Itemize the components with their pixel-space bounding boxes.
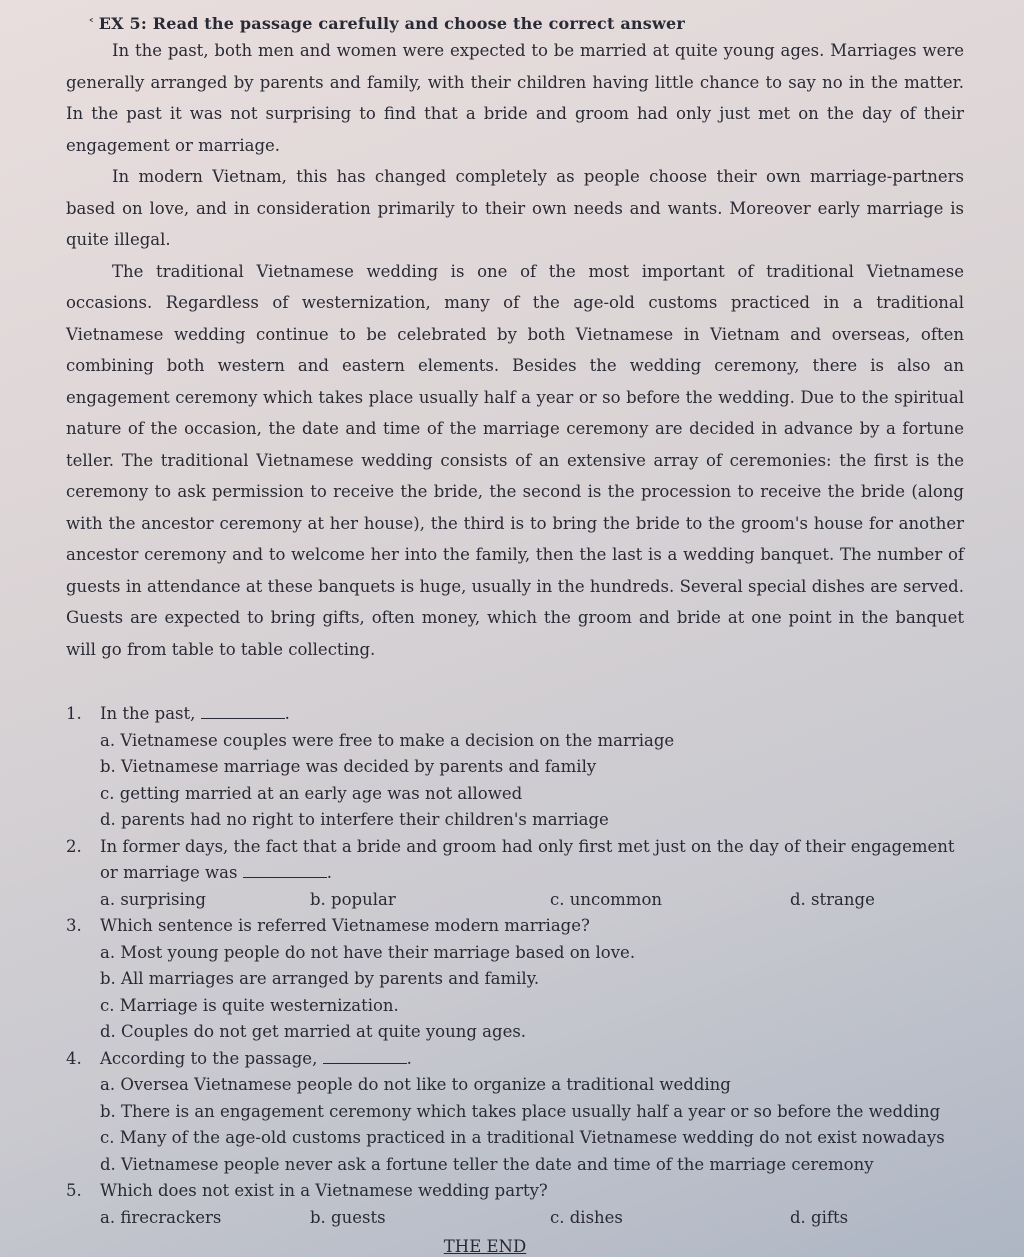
option-d: d. parents had no right to interfere their children's marriage (100, 810, 609, 829)
option-b: b. All marriages are arranged by parents and family. (100, 969, 540, 988)
option-b: b. guests (310, 1207, 386, 1227)
option-b: b. There is an engagement ceremony which takes place usually half a year or so before the wedding (100, 1101, 941, 1121)
question-stem: In former days, the fact that a bride and groom had only first met just on the day of their engagement or marriage was (100, 836, 955, 882)
option-a: a. firecrackers (100, 1207, 222, 1227)
reading-passage (66, 35, 964, 665)
option-c: c. uncommon (550, 889, 663, 909)
option-c: c. Marriage is quite westernization. (100, 995, 399, 1015)
question-number: 2. (66, 836, 82, 856)
end-label: THE END (443, 1237, 527, 1256)
option-d: d. Couples do not get married at quite young ages. (100, 1022, 527, 1041)
option-b: b. popular (310, 889, 396, 909)
question-stem: In the past, (100, 704, 196, 723)
question-number: 5. (66, 1181, 82, 1200)
question-stem: Which does not exist in a Vietnamese wedding party? (100, 1181, 548, 1200)
stem-end: . (284, 704, 290, 723)
option-c: c. dishes (550, 1207, 623, 1227)
option-d: d. gifts (790, 1207, 849, 1227)
question-4 (66, 1046, 964, 1179)
passage-paragraph-3: The traditional Vietnamese wedding is one of the most important of traditional Vietnamese occasions. Regardless of westernization, many of the age-old customs practiced in a traditional Vietnamese wedding continue to be celebrated by both Vietnamese in Vietnam and overseas, often combining both western and eastern elements. Besides the wedding ceremony, there is also an engagement ceremony which takes place usually half a year or so before the wedding. Due to the spiritual nature of the occasion, the date and time of the marriage ceremony are decided in advance by a fortune teller. The traditional Vietnamese wedding consists of an extensive array of ceremonies: the first is the ceremony to ask permission to receive the bride, the second is the procession to receive the bride (along with the ancestor ceremony at her house), the third is to bring the bride to the groom's house for another ancestor ceremony and to welcome her into the family, then the last is a wedding banquet. The number of guests in attendance at these banquets is huge, usually in the hundreds. Several special dishes are served. Guests are expected to bring gifts, often money, which the groom and bride at one point in the banquet will go from table to table collecting. (66, 261, 964, 659)
heading-text: EX 5: Read the passage carefully and choose the correct answer (98, 14, 685, 33)
option-d: d. Vietnamese people never ask a fortune teller the date and time of the marriage ceremony (100, 1154, 874, 1174)
question-number: 4. (66, 1048, 82, 1068)
option-c: c. Many of the age-old customs practiced in a traditional Vietnamese wedding do not exist nowadays (100, 1128, 945, 1147)
stem-end: . (406, 1048, 412, 1068)
answer-blank (201, 704, 285, 719)
passage-paragraph-1: In the past, both men and women were expected to be married at quite young ages. Marriages were generally arranged by parents and family, with their children having little chance to say no in the matter. In the past it was not surprising to find that a bride and groom had only just met on the day of their engagement or marriage. (66, 41, 964, 155)
question-number: 1. (66, 704, 82, 723)
heading-mark: ˂ (88, 18, 95, 33)
question-5 (66, 1178, 964, 1231)
passage-paragraph-2: In modern Vietnam, this has changed completely as people choose their own marriage-partners based on love, and in consideration primarily to their own needs and wants. Moreover early marriage is quite illegal. (66, 167, 964, 249)
exercise-heading (88, 14, 964, 33)
option-d: d. strange (790, 889, 875, 909)
question-1 (66, 701, 964, 834)
question-stem: According to the passage, (100, 1048, 318, 1068)
option-a: a. Most young people do not have their marriage based on love. (100, 942, 636, 962)
question-3 (66, 913, 964, 1046)
stem-end: . (326, 863, 332, 882)
question-stem: Which sentence is referred Vietnamese modern marriage? (100, 916, 590, 935)
option-a: a. Oversea Vietnamese people do not like to organize a traditional wedding (100, 1075, 731, 1094)
question-number: 3. (66, 916, 82, 935)
question-2 (66, 834, 964, 914)
option-c: c. getting married at an early age was not allowed (100, 783, 523, 803)
answer-blank (243, 863, 327, 878)
option-b: b. Vietnamese marriage was decided by parents and family (100, 757, 597, 776)
question-list (66, 701, 964, 1231)
answer-blank (323, 1049, 407, 1064)
option-a: a. Vietnamese couples were free to make a decision on the marriage (100, 730, 675, 750)
option-a: a. surprising (100, 889, 206, 909)
